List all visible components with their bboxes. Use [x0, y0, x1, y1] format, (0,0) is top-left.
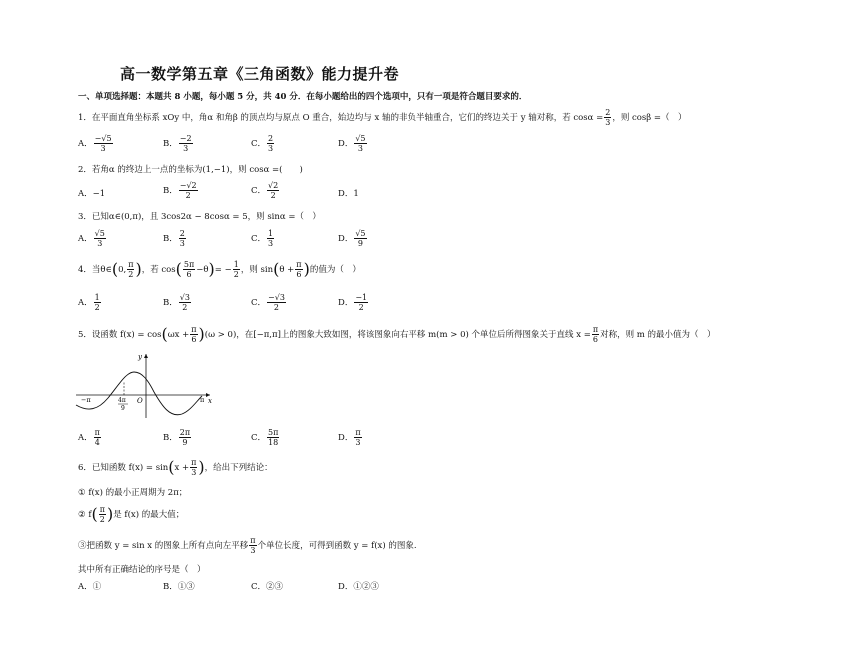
q5-option-b[interactable]: B． $\frac{2\pi}{9}$ [163, 428, 191, 447]
q6-statement-3: ③把函数 y = sin x 的图象上所有点向左平移 $\frac{\pi}{3}$ 个单位长度，可得到函数 y = f(x) 的图象. [78, 536, 417, 555]
q1-option-c[interactable]: C． $\frac{2}{3}$ [251, 134, 274, 153]
neg-pi-label: −π [81, 396, 91, 404]
q5-option-a[interactable]: A． $\frac{\pi}{4}$ [78, 428, 100, 447]
section-heading: 一、单项选择题：本题共 8 小题，每小题 5 分，共 40 分．在每小题给出的四个选项中，只有一项是符合题目要求的． [78, 92, 528, 102]
question-1-text-a: 1．在平面直角坐标系 xOy 中，角α 和角β 的顶点均与原点 O 重合，始边均与 x 轴的非负半轴重合，它们的终边关于 y 轴对称，若 cosα = [78, 113, 604, 123]
origin-label: O [137, 397, 143, 405]
q5-option-d[interactable]: D． $\frac{\pi}{3}$ [338, 428, 361, 447]
mark-numerator: 4π [118, 397, 126, 404]
q2-option-a[interactable]: A．−1 [78, 189, 106, 199]
page-title: 高一数学第五章《三角函数》能力提升卷 [120, 65, 400, 83]
q3-option-d[interactable]: D． $\frac{√5}{9}$ [338, 229, 366, 248]
q5-function-graph [72, 350, 217, 420]
q6-option-d[interactable]: D．①②③ [338, 582, 379, 592]
q6-statement-2: ② f( $\frac{\pi}{2}$ )是 f(x) 的最大值； [78, 504, 185, 524]
question-4: 4．当θ∈(0, $\frac{\pi}{2}$ )，若 cos( $\frac{5\pi}{6}$ −θ)= − $\frac{1}{2}$ ，则 sin(θ + $\frac{\pi}{6}$ )的值为（ ） [78, 259, 361, 279]
question-2: 2．若角α 的终边上一点的坐标为(1,−1)，则 cosα =( ) [78, 165, 303, 175]
q2-option-b[interactable]: B． $\frac{-√2}{2}$ [163, 181, 197, 200]
question-1-text-b: ，则 cosβ =（ ） [612, 113, 687, 123]
x-axis-label: x [208, 397, 212, 405]
q4-option-d[interactable]: D． $\frac{-1}{2}$ [338, 293, 368, 312]
q2-option-d[interactable]: D．1 [338, 189, 359, 199]
y-axis-label: y [138, 353, 142, 361]
q2-option-c[interactable]: C． $\frac{√2}{2}$ [251, 181, 279, 200]
pi-label: π [200, 396, 205, 404]
question-3: 3．已知α∈(0,π)，且 3cos2α − 8cosα = 5，则 sinα =（ ） [78, 212, 321, 222]
q1-given-fraction: $\frac{2}{3}$ [605, 108, 611, 127]
q1-option-a[interactable]: A． $\frac{-√5}{3}$ [78, 134, 112, 153]
q6-prompt: 其中所有正确结论的序号是（ ） [78, 565, 206, 575]
q6-option-c[interactable]: C．②③ [251, 582, 284, 592]
question-5: 5．设函数 f(x) = cos(ωx + $\frac{\pi}{6}$ )(ω > 0)，在[−π,π]上的图象大致如图，将该图象向右平移 m(m > 0) 个单位后所得图象关于直线 x = $\frac{\pi}{6}$ 对称，则 m 的最小值为（ ） [78, 324, 716, 344]
q3-option-b[interactable]: B． $\frac{2}{3}$ [163, 229, 185, 248]
q4-option-a[interactable]: A． $\frac{1}{2}$ [78, 293, 100, 312]
q1-option-d[interactable]: D． $\frac{√5}{3}$ [338, 134, 366, 153]
q5-option-c[interactable]: C． $\frac{5\pi}{18}$ [251, 428, 279, 447]
q4-option-b[interactable]: B． $\frac{√3}{2}$ [163, 293, 190, 312]
q3-option-c[interactable]: C． $\frac{1}{3}$ [251, 229, 274, 248]
q1-option-b[interactable]: B． $\frac{-2}{3}$ [163, 134, 192, 153]
cosine-curve [76, 372, 202, 415]
q3-option-a[interactable]: A． $\frac{√5}{3}$ [78, 229, 105, 248]
question-6: 6．已知函数 f(x) = sin(x + $\frac{\pi}{3}$ )，给出下列结论： [78, 457, 273, 477]
mark-denominator: 9 [121, 405, 125, 412]
q6-option-b[interactable]: B．①③ [163, 582, 195, 592]
q6-statement-1: ① f(x) 的最小正周期为 2π； [78, 488, 188, 498]
q4-option-c[interactable]: C． $\frac{-√3}{2}$ [251, 293, 285, 312]
question-1 [78, 108, 687, 127]
q6-option-a[interactable]: A．① [78, 582, 102, 592]
y-axis-arrow [144, 354, 148, 358]
